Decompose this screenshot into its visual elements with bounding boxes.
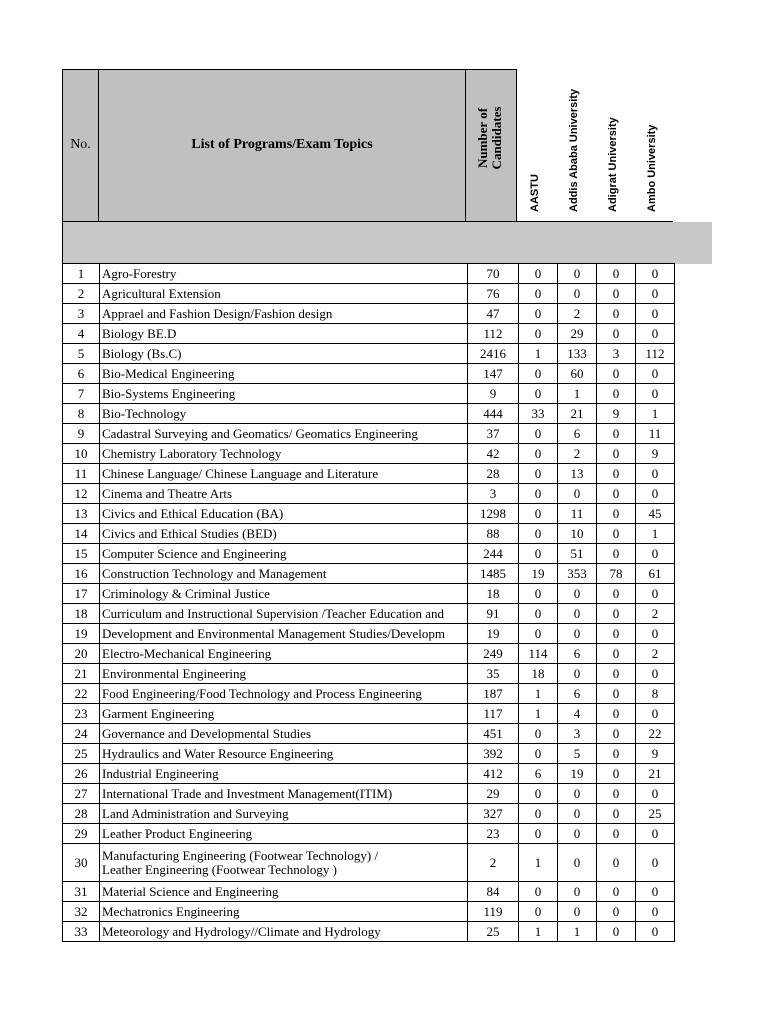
- table-row: [63, 922, 675, 942]
- header-university-aastu: [516, 69, 555, 222]
- table-row: [63, 804, 675, 824]
- candidates-count-cell: 1485: [468, 564, 519, 584]
- university-count-cell: 0: [558, 824, 597, 844]
- candidates-count-cell: 119: [468, 902, 519, 922]
- university-count-cell: 0: [597, 504, 636, 524]
- program-name-cell: Agricultural Extension: [100, 284, 468, 304]
- university-count-cell: 1: [636, 404, 675, 424]
- university-count-cell: 0: [597, 304, 636, 324]
- row-number-cell: 26: [63, 764, 100, 784]
- program-name-cell: Chinese Language/ Chinese Language and Literature: [100, 464, 468, 484]
- program-name-cell: Hydraulics and Water Resource Engineering: [100, 744, 468, 764]
- candidates-count-cell: 392: [468, 744, 519, 764]
- table-row: [63, 744, 675, 764]
- header-candidates-wrap: [465, 69, 517, 222]
- row-number-cell: 19: [63, 624, 100, 644]
- row-number-cell: 23: [63, 704, 100, 724]
- header-no-label: No.: [70, 137, 91, 152]
- university-count-cell: 2: [558, 444, 597, 464]
- university-count-cell: 19: [519, 564, 558, 584]
- university-count-cell: 0: [597, 364, 636, 384]
- university-count-cell: 0: [597, 264, 636, 284]
- university-count-cell: 0: [636, 324, 675, 344]
- university-count-cell: 51: [558, 544, 597, 564]
- university-count-cell: 6: [558, 684, 597, 704]
- university-count-cell: 0: [519, 484, 558, 504]
- candidates-count-cell: 29: [468, 784, 519, 804]
- university-count-cell: 1: [519, 704, 558, 724]
- row-number-cell: 12: [63, 484, 100, 504]
- table-row: [63, 704, 675, 724]
- header-university-addis-ababa: [555, 69, 594, 222]
- table-row: [63, 284, 675, 304]
- university-count-cell: 0: [636, 364, 675, 384]
- candidates-count-cell: 37: [468, 424, 519, 444]
- row-number-cell: 30: [63, 844, 100, 882]
- row-number-cell: 25: [63, 744, 100, 764]
- table-row: [63, 844, 675, 882]
- university-count-cell: 0: [636, 844, 675, 882]
- program-name-cell: Construction Technology and Management: [100, 564, 468, 584]
- university-count-cell: 2: [636, 604, 675, 624]
- candidates-count-cell: 1298: [468, 504, 519, 524]
- program-name-cell: Governance and Developmental Studies: [100, 724, 468, 744]
- university-count-cell: 9: [597, 404, 636, 424]
- university-count-cell: 0: [519, 464, 558, 484]
- table-row: [63, 504, 675, 524]
- university-count-cell: 13: [558, 464, 597, 484]
- university-label: Ambo University: [645, 124, 658, 212]
- university-count-cell: 1: [558, 384, 597, 404]
- university-count-cell: 0: [636, 784, 675, 804]
- university-count-cell: 0: [597, 844, 636, 882]
- row-number-cell: 8: [63, 404, 100, 424]
- row-number-cell: 24: [63, 724, 100, 744]
- university-count-cell: 0: [636, 284, 675, 304]
- row-number-cell: 7: [63, 384, 100, 404]
- table-row: [63, 824, 675, 844]
- candidates-count-cell: 9: [468, 384, 519, 404]
- candidates-count-cell: 112: [468, 324, 519, 344]
- university-count-cell: 9: [636, 744, 675, 764]
- candidates-count-cell: 2: [468, 844, 519, 882]
- row-number-cell: 16: [63, 564, 100, 584]
- university-count-cell: 0: [597, 902, 636, 922]
- university-count-cell: 6: [558, 644, 597, 664]
- university-count-cell: 0: [558, 624, 597, 644]
- row-number-cell: 4: [63, 324, 100, 344]
- university-count-cell: 0: [519, 424, 558, 444]
- table-row: [63, 784, 675, 804]
- row-number-cell: 29: [63, 824, 100, 844]
- candidates-count-cell: 412: [468, 764, 519, 784]
- candidates-count-cell: 47: [468, 304, 519, 324]
- university-count-cell: 0: [636, 902, 675, 922]
- table-row: [63, 564, 675, 584]
- university-count-cell: 6: [558, 424, 597, 444]
- university-count-cell: 1: [519, 684, 558, 704]
- table-row: [63, 544, 675, 564]
- table-row: [63, 902, 675, 922]
- table-row: [63, 764, 675, 784]
- university-count-cell: 0: [519, 544, 558, 564]
- university-count-cell: 0: [597, 804, 636, 824]
- university-count-cell: 0: [597, 584, 636, 604]
- university-count-cell: 0: [558, 264, 597, 284]
- university-label: Addis Ababa University: [567, 88, 580, 212]
- header-programs-label: List of Programs/Exam Topics: [191, 137, 373, 152]
- university-count-cell: 0: [558, 604, 597, 624]
- university-count-cell: 0: [558, 664, 597, 684]
- university-count-cell: 0: [519, 604, 558, 624]
- university-label: AASTU: [528, 174, 541, 212]
- program-name-cell: Food Engineering/Food Technology and Process Engineering: [100, 684, 468, 704]
- university-count-cell: 0: [597, 784, 636, 804]
- candidates-count-cell: 23: [468, 824, 519, 844]
- row-number-cell: 27: [63, 784, 100, 804]
- university-count-cell: 0: [636, 584, 675, 604]
- candidates-count-cell: 70: [468, 264, 519, 284]
- row-number-cell: 18: [63, 604, 100, 624]
- row-number-cell: 15: [63, 544, 100, 564]
- university-count-cell: 61: [636, 564, 675, 584]
- university-count-cell: 21: [636, 764, 675, 784]
- program-name-cell: Civics and Ethical Education (BA): [100, 504, 468, 524]
- row-number-cell: 13: [63, 504, 100, 524]
- university-count-cell: 0: [519, 524, 558, 544]
- university-count-cell: 0: [636, 304, 675, 324]
- program-name-cell: Bio-Technology: [100, 404, 468, 424]
- candidates-count-cell: 187: [468, 684, 519, 704]
- candidates-count-cell: 147: [468, 364, 519, 384]
- program-name-cell: Leather Product Engineering: [100, 824, 468, 844]
- candidates-count-cell: 18: [468, 584, 519, 604]
- candidates-count-cell: 35: [468, 664, 519, 684]
- university-count-cell: 0: [597, 524, 636, 544]
- university-count-cell: 0: [519, 824, 558, 844]
- table-row: [63, 404, 675, 424]
- university-count-cell: 0: [597, 424, 636, 444]
- table-row: [63, 444, 675, 464]
- university-count-cell: 0: [597, 284, 636, 304]
- university-count-cell: 0: [597, 444, 636, 464]
- program-name-cell: International Trade and Investment Management(ITIM): [100, 784, 468, 804]
- table-row: [63, 304, 675, 324]
- university-count-cell: 0: [636, 704, 675, 724]
- row-number-cell: 17: [63, 584, 100, 604]
- university-count-cell: 0: [519, 304, 558, 324]
- table-row: [63, 882, 675, 902]
- table-row: [63, 344, 675, 364]
- university-count-cell: 0: [558, 784, 597, 804]
- candidates-count-cell: 451: [468, 724, 519, 744]
- program-name-cell: Cinema and Theatre Arts: [100, 484, 468, 504]
- university-count-cell: 0: [519, 264, 558, 284]
- university-count-cell: 2: [558, 304, 597, 324]
- university-count-cell: 0: [597, 664, 636, 684]
- program-name-cell: Computer Science and Engineering: [100, 544, 468, 564]
- university-count-cell: 353: [558, 564, 597, 584]
- university-count-cell: 3: [558, 724, 597, 744]
- university-count-cell: 0: [597, 464, 636, 484]
- row-number-cell: 9: [63, 424, 100, 444]
- row-number-cell: 3: [63, 304, 100, 324]
- university-count-cell: 0: [636, 484, 675, 504]
- table-row: [63, 364, 675, 384]
- university-count-cell: 0: [636, 464, 675, 484]
- candidates-count-cell: 84: [468, 882, 519, 902]
- table-row: [63, 424, 675, 444]
- table-row: [63, 724, 675, 744]
- university-count-cell: 0: [519, 784, 558, 804]
- table-row: [63, 664, 675, 684]
- program-name-cell: Development and Environmental Management Studies/Developm: [100, 624, 468, 644]
- university-count-cell: 0: [597, 324, 636, 344]
- program-name-cell: Curriculum and Instructional Supervision /Teacher Education and: [100, 604, 468, 624]
- university-count-cell: 0: [519, 724, 558, 744]
- university-count-cell: 0: [597, 384, 636, 404]
- university-count-cell: 4: [558, 704, 597, 724]
- row-number-cell: 20: [63, 644, 100, 664]
- candidates-count-cell: 2416: [468, 344, 519, 364]
- candidates-count-cell: 88: [468, 524, 519, 544]
- table-row: [63, 624, 675, 644]
- university-count-cell: 0: [636, 384, 675, 404]
- university-count-cell: 0: [519, 744, 558, 764]
- university-count-cell: 0: [558, 882, 597, 902]
- university-count-cell: 0: [558, 584, 597, 604]
- university-count-cell: 0: [558, 484, 597, 504]
- university-count-cell: 29: [558, 324, 597, 344]
- program-name-cell: Material Science and Engineering: [100, 882, 468, 902]
- program-name-cell: Mechatronics Engineering: [100, 902, 468, 922]
- university-count-cell: 60: [558, 364, 597, 384]
- program-name-cell: Environmental Engineering: [100, 664, 468, 684]
- university-count-cell: 18: [519, 664, 558, 684]
- row-number-cell: 1: [63, 264, 100, 284]
- row-number-cell: 11: [63, 464, 100, 484]
- university-count-cell: 0: [519, 364, 558, 384]
- program-name-cell: Biology (Bs.C): [100, 344, 468, 364]
- university-count-cell: 0: [636, 264, 675, 284]
- header-university-adigrat: [594, 69, 633, 222]
- candidates-count-cell: 3: [468, 484, 519, 504]
- university-count-cell: 0: [636, 882, 675, 902]
- candidates-count-cell: 28: [468, 464, 519, 484]
- university-count-cell: 5: [558, 744, 597, 764]
- table-row: [63, 264, 675, 284]
- university-count-cell: 0: [597, 824, 636, 844]
- university-count-cell: 0: [597, 882, 636, 902]
- table-row: [63, 324, 675, 344]
- university-count-cell: 0: [597, 624, 636, 644]
- header-university-ambo: [633, 69, 672, 222]
- university-count-cell: 11: [636, 424, 675, 444]
- table-row: [63, 464, 675, 484]
- candidates-count-cell: 249: [468, 644, 519, 664]
- candidates-count-cell: 327: [468, 804, 519, 824]
- university-count-cell: 0: [597, 724, 636, 744]
- table-row: [63, 384, 675, 404]
- table-row: [63, 644, 675, 664]
- row-number-cell: 6: [63, 364, 100, 384]
- candidates-count-cell: 42: [468, 444, 519, 464]
- row-number-cell: 2: [63, 284, 100, 304]
- candidates-count-cell: 25: [468, 922, 519, 942]
- table-row: [63, 684, 675, 704]
- university-count-cell: 0: [636, 544, 675, 564]
- program-name-cell: Apprael and Fashion Design/Fashion design: [100, 304, 468, 324]
- university-count-cell: 112: [636, 344, 675, 364]
- row-number-cell: 28: [63, 804, 100, 824]
- table-row: [63, 584, 675, 604]
- university-count-cell: 133: [558, 344, 597, 364]
- university-count-cell: 1: [519, 922, 558, 942]
- program-name-cell: Bio-Systems Engineering: [100, 384, 468, 404]
- university-count-cell: 0: [519, 504, 558, 524]
- university-count-cell: 0: [519, 324, 558, 344]
- university-count-cell: 10: [558, 524, 597, 544]
- candidates-count-cell: 19: [468, 624, 519, 644]
- university-count-cell: 0: [636, 824, 675, 844]
- university-count-cell: 0: [636, 624, 675, 644]
- university-count-cell: 0: [597, 764, 636, 784]
- university-count-cell: 0: [519, 284, 558, 304]
- university-count-cell: 0: [519, 444, 558, 464]
- university-count-cell: 0: [597, 544, 636, 564]
- university-count-cell: 0: [519, 624, 558, 644]
- university-count-cell: 0: [597, 644, 636, 664]
- program-name-cell: Land Administration and Surveying: [100, 804, 468, 824]
- university-count-cell: 2: [636, 644, 675, 664]
- row-number-cell: 22: [63, 684, 100, 704]
- university-count-cell: 21: [558, 404, 597, 424]
- university-count-cell: 0: [597, 484, 636, 504]
- row-number-cell: 21: [63, 664, 100, 684]
- candidates-count-cell: 76: [468, 284, 519, 304]
- university-count-cell: 25: [636, 804, 675, 824]
- table-row: [63, 604, 675, 624]
- university-count-cell: 0: [519, 384, 558, 404]
- row-number-cell: 32: [63, 902, 100, 922]
- university-count-cell: 6: [519, 764, 558, 784]
- program-name-cell: Agro-Forestry: [100, 264, 468, 284]
- university-count-cell: 33: [519, 404, 558, 424]
- university-count-cell: 11: [558, 504, 597, 524]
- university-count-cell: 0: [519, 902, 558, 922]
- university-count-cell: 45: [636, 504, 675, 524]
- gray-separator-row: [62, 222, 712, 264]
- university-count-cell: 0: [636, 922, 675, 942]
- university-count-cell: 114: [519, 644, 558, 664]
- university-count-cell: 19: [558, 764, 597, 784]
- programs-table: [62, 263, 675, 942]
- row-number-cell: 5: [63, 344, 100, 364]
- program-name-cell: Civics and Ethical Studies (BED): [100, 524, 468, 544]
- program-name-cell: Biology BE.D: [100, 324, 468, 344]
- program-name-cell: Chemistry Laboratory Technology: [100, 444, 468, 464]
- university-count-cell: 9: [636, 444, 675, 464]
- program-name-cell: Cadastral Surveying and Geomatics/ Geomatics Engineering: [100, 424, 468, 444]
- table-row: [63, 524, 675, 544]
- university-count-cell: 8: [636, 684, 675, 704]
- university-count-cell: 0: [558, 902, 597, 922]
- program-name-cell: Garment Engineering: [100, 704, 468, 724]
- table-row: [63, 484, 675, 504]
- university-count-cell: 1: [519, 344, 558, 364]
- university-count-cell: 0: [558, 844, 597, 882]
- row-number-cell: 10: [63, 444, 100, 464]
- university-count-cell: 22: [636, 724, 675, 744]
- university-count-cell: 0: [597, 684, 636, 704]
- university-count-cell: 0: [597, 704, 636, 724]
- university-count-cell: 3: [597, 344, 636, 364]
- university-count-cell: 78: [597, 564, 636, 584]
- university-count-cell: 0: [636, 664, 675, 684]
- candidates-count-cell: 444: [468, 404, 519, 424]
- university-count-cell: 1: [519, 844, 558, 882]
- candidates-count-cell: 91: [468, 604, 519, 624]
- university-count-cell: 0: [597, 604, 636, 624]
- program-name-cell: Manufacturing Engineering (Footwear Technology) / Leather Engineering (Footwear Technology ): [100, 844, 468, 882]
- university-count-cell: 0: [597, 744, 636, 764]
- row-number-cell: 31: [63, 882, 100, 902]
- university-count-cell: 0: [519, 804, 558, 824]
- program-name-cell: Criminology & Criminal Justice: [100, 584, 468, 604]
- program-name-cell: Meteorology and Hydrology//Climate and Hydrology: [100, 922, 468, 942]
- header-candidates-label: Number of Candidates: [475, 106, 504, 170]
- program-name-cell: Industrial Engineering: [100, 764, 468, 784]
- university-count-cell: 0: [597, 922, 636, 942]
- university-label: Adigrat University: [606, 117, 619, 212]
- candidates-count-cell: 117: [468, 704, 519, 724]
- row-number-cell: 14: [63, 524, 100, 544]
- program-name-cell: Electro-Mechanical Engineering: [100, 644, 468, 664]
- university-count-cell: 1: [636, 524, 675, 544]
- row-number-cell: 33: [63, 922, 100, 942]
- university-count-cell: 0: [558, 284, 597, 304]
- university-count-cell: 0: [519, 584, 558, 604]
- university-count-cell: 1: [558, 922, 597, 942]
- university-count-cell: 0: [558, 804, 597, 824]
- candidates-count-cell: 244: [468, 544, 519, 564]
- program-name-cell: Bio-Medical Engineering: [100, 364, 468, 384]
- university-count-cell: 0: [519, 882, 558, 902]
